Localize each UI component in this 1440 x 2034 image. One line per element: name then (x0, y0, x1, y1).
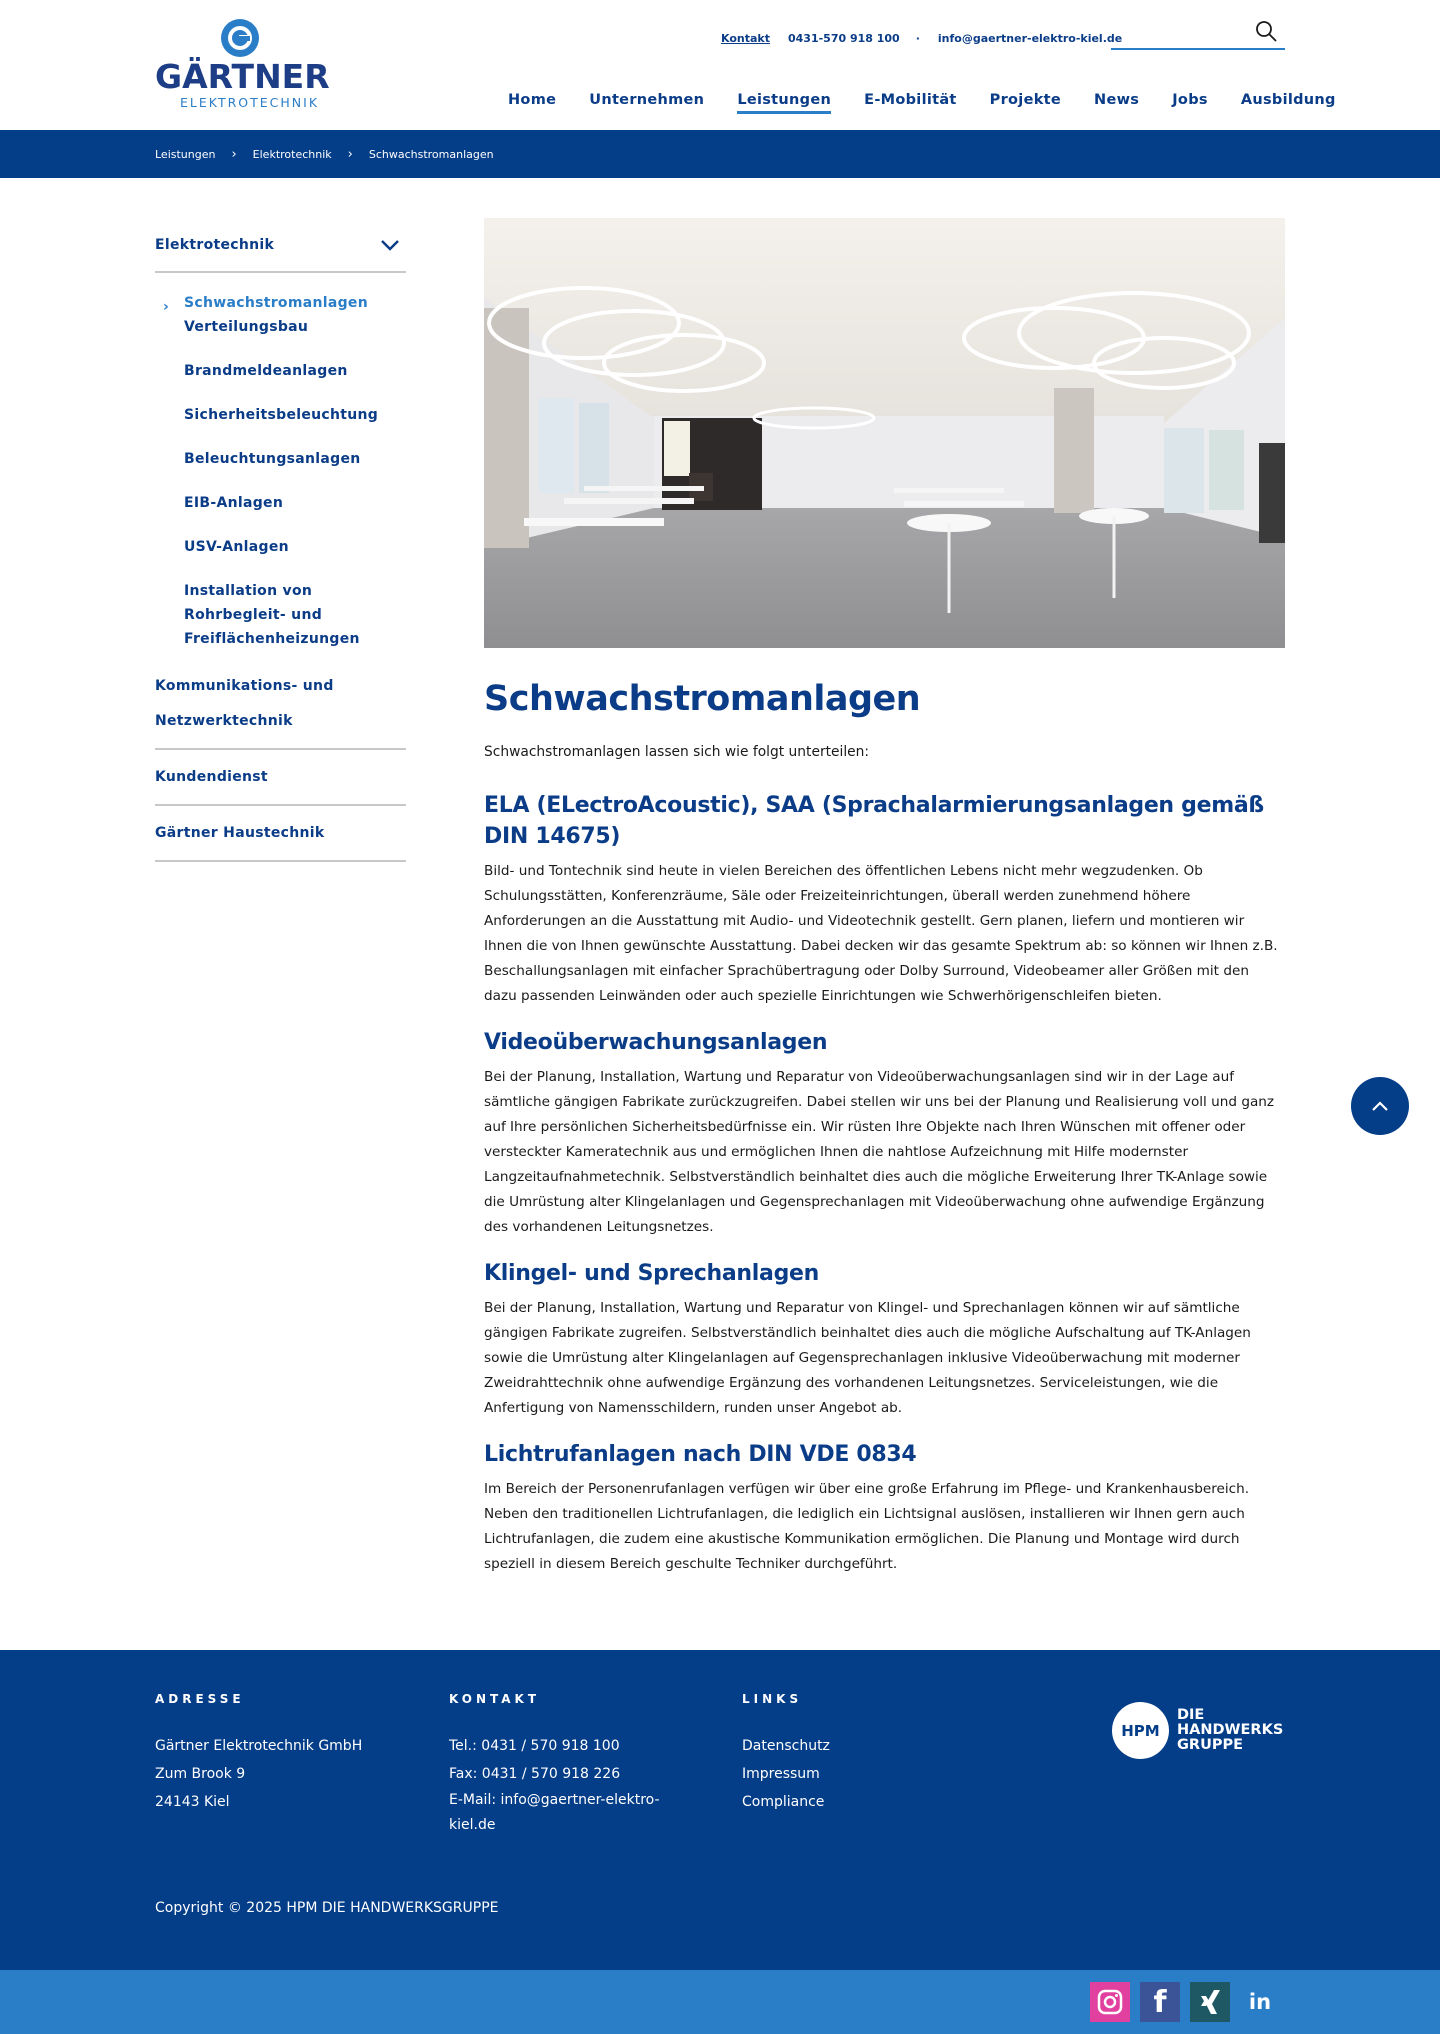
footer-email-link[interactable]: E-Mail: info@gaertner-elektro-kiel.de (449, 1792, 660, 1833)
nav-e-mobilitaet[interactable]: E-Mobilität (864, 92, 957, 108)
hpm-logo-line: GRUPPE (1177, 1737, 1244, 1753)
top-contact-bar (721, 32, 1122, 45)
logo-name: GÄRTNER (155, 57, 330, 96)
section-text: Bei der Planung, Installation, Wartung und Reparatur von Videoüberwachungsanlagen sind wir in der Lage auf sämtliche gängigen Fabrikate zurückzugreifen. Dabei stellen wir uns bei der Planung und Realisierung voll und ganz auf Ihre persönlichen Sicherheitsbedürfnisse ein. Wir rüsten Ihre Objekte nach Ihren Wünschen mit offener oder versteckter Kameratechnik aus und ermöglichen Ihnen die nahtlose Aufzeichnung mit Hilfe modernster Langzeitaufnahmetechnik. Selbstverständlich beinhaltet dies auch die mögliche Erweiterung Ihrer TK-Anlage sowie die Umrüstung alter Klingelanlagen und Gegensprechanlagen mit Videoüberwachung ohne aufwendige Ergänzung des vorhandenen Leitungsnetzes. (484, 1069, 1275, 1235)
footer-fax: Fax: 0431 / 570 918 226 (449, 1766, 621, 1782)
footer (0, 1650, 1440, 1970)
sidebar-item-label-line: Rohrbegleit- und (184, 607, 323, 623)
facebook-icon[interactable]: f (1140, 1982, 1180, 2022)
section-text: Im Bereich der Personenrufanlagen verfügen wir über eine große Erfahrung im Pflege- und Krankenhausbereich. Neben den traditionellen Lichtrufanlagen, die lediglich ein Lichtsignal auslösen, installieren wir Ihnen gern auch Lichtrufanlagen, die zudem eine akustische Kommunikation ermöglichen. Die Planung und Montage wird durch speziell in diesem Bereich geschulte Techniker durchgeführt. (484, 1481, 1250, 1572)
xing-icon[interactable] (1190, 1982, 1230, 2022)
nav-home[interactable]: Home (508, 92, 557, 108)
sidebar-item-gaertner-haustechnik[interactable]: Gärtner Haustechnik (155, 806, 406, 862)
breadcrumb-current: Schwachstromanlagen (368, 147, 494, 161)
sidebar-subitems (155, 273, 406, 651)
sidebar-item-brandmeldeanlagen[interactable]: Brandmeldeanlagen (184, 363, 348, 379)
nav-projekte[interactable]: Projekte (989, 92, 1062, 108)
sidebar-item-label-line: Kommunikations- und (155, 678, 334, 694)
nav-unternehmen[interactable]: Unternehmen (589, 92, 705, 108)
nav-ausbildung[interactable]: Ausbildung (1240, 92, 1336, 108)
search-input[interactable] (1111, 18, 1251, 46)
sidebar-item-usv-anlagen[interactable]: USV-Anlagen (184, 539, 289, 555)
sidebar-item-kundendienst[interactable]: Kundendienst (155, 750, 406, 806)
nav-news[interactable]: News (1094, 92, 1140, 108)
sidebar-item-kommunikation[interactable] (155, 669, 406, 750)
address-line: Gärtner Elektrotechnik GmbH (155, 1738, 363, 1754)
logo-subtitle: ELEKTROTECHNIK (180, 95, 320, 110)
chevron-down-icon[interactable] (380, 239, 400, 251)
chevron-right-icon: › (231, 146, 237, 162)
footer-tel-link[interactable]: Tel.: 0431 / 570 918 100 (449, 1738, 620, 1754)
chevron-right-icon: › (347, 146, 353, 162)
section-ela-saa (484, 790, 1285, 1009)
footer-heading: LINKS (742, 1692, 803, 1706)
sidebar-item-beleuchtungsanlagen[interactable]: Beleuchtungsanlagen (184, 451, 361, 467)
main-nav (508, 92, 1336, 114)
breadcrumb-elektrotechnik[interactable]: Elektrotechnik (252, 147, 332, 161)
kontakt-link[interactable]: Kontakt (721, 32, 770, 45)
sidebar-section-elektrotechnik[interactable] (155, 218, 406, 273)
hpm-logo-text (1177, 1708, 1283, 1753)
footer-link-compliance[interactable]: Compliance (742, 1794, 825, 1810)
section-title: Lichtrufanlagen nach DIN VDE 0834 (484, 1442, 917, 1467)
main-content (484, 218, 1285, 1577)
sidebar (155, 218, 406, 862)
page-title: Schwachstromanlagen (484, 679, 921, 719)
linkedin-icon[interactable]: in (1240, 1982, 1280, 2022)
intro-text: Schwachstromanlagen lassen sich wie folgt unterteilen: (484, 744, 870, 760)
footer-link-impressum[interactable]: Impressum (742, 1766, 820, 1782)
sidebar-item-sicherheitsbeleuchtung[interactable]: Sicherheitsbeleuchtung (184, 407, 379, 423)
sidebar-item-installation-heizungen[interactable] (155, 579, 406, 651)
breadcrumb (0, 130, 1440, 178)
nav-leistungen[interactable]: Leistungen (737, 92, 831, 114)
section-videoueberwachung (484, 1027, 1285, 1240)
section-title: ELA (ELectroAcoustic), SAA (Sprachalarmierungsanlagen gemäß DIN 14675) (484, 793, 1264, 849)
footer-link-datenschutz[interactable]: Datenschutz (742, 1738, 830, 1754)
chevron-up-icon (1371, 1100, 1389, 1112)
phone-link[interactable]: 0431-570 918 100 (787, 32, 900, 45)
section-text: Bei der Planung, Installation, Wartung und Reparatur von Klingel- und Sprechanlagen können wir auf sämtliche gängigen Fabrikate zugreifen. Selbstverständlich beinhaltet dies auch die mögliche Aufschaltung auf TK-Anlagen sowie die Umrüstung alter Klingelanlagen auf Gegensprechanlagen inklusive Videoüberwachung mit moderner Zweidrahttechnik ohne aufwendige Ergänzung des vorhandenen Leitungsnetzes. Serviceleistungen, wie die Anfertigung von Namensschildern, runden unser Angebot ab. (484, 1300, 1251, 1416)
sidebar-item-label-line: Freiflächenheizungen (184, 631, 360, 647)
address-line: 24143 Kiel (155, 1794, 230, 1810)
hpm-logo-line: DIE (1177, 1707, 1205, 1723)
footer-heading: ADRESSE (155, 1692, 245, 1706)
hpm-logo-mark: HPM (1112, 1702, 1169, 1759)
section-text: Bild- und Tontechnik sind heute in vielen Bereichen des öffentlichen Lebens nicht mehr wegzudenken. Ob Schulungsstätten, Konferenzräume, Säle oder Freizeiteinrichtungen, überall werden zunehmend höhere Anforderungen an die Ausstattung mit Audio- und Videotechnik gestellt. Gern planen, liefern und montieren wir Ihnen die von Ihnen gewünschte Ausstattung. Dabei decken wir das gesamte Spektrum ab: so können wir Ihnen z.B. Beschallungsanlagen mit einfacher Sprachübertragung oder Dolby Surround, Videobeamer aller Größen mit den dazu passenden Leinwänden oder auch spezielle Einrichtungen wie Schwerhörigenschleifen bieten. (484, 863, 1278, 1004)
hpm-logo-line: HANDWERKS (1177, 1722, 1284, 1738)
section-title: Klingel- und Sprechanlagen (484, 1261, 820, 1286)
copyright: Copyright © 2025 HPM DIE HANDWERKSGRUPPE (155, 1900, 499, 1916)
address-line: Zum Brook 9 (155, 1766, 246, 1782)
sidebar-item-label-line: Installation von (184, 583, 313, 599)
email-link[interactable]: info@gaertner-elektro-kiel.de (937, 32, 1123, 45)
chevron-right-icon: › (163, 299, 170, 315)
site-header (0, 0, 1440, 130)
footer-address (155, 1692, 362, 1816)
sidebar-item-eib-anlagen[interactable]: EIB-Anlagen (184, 495, 284, 511)
footer-contact (449, 1692, 699, 1838)
logo-g-icon (221, 19, 259, 57)
sidebar-section-label: Elektrotechnik (155, 236, 275, 253)
sidebar-item-schwachstromanlagen[interactable] (155, 295, 368, 315)
nav-jobs[interactable]: Jobs (1172, 92, 1208, 108)
search-box (1111, 18, 1285, 50)
sidebar-item-label: Schwachstromanlagen (184, 295, 368, 311)
search-icon[interactable] (1255, 20, 1277, 42)
conference-room-illustration (484, 218, 1285, 648)
social-bar (0, 1970, 1440, 2034)
sidebar-item-label-line: Netzwerktechnik (155, 713, 293, 729)
hero-image-conference-room (484, 218, 1285, 648)
logo[interactable] (155, 18, 330, 113)
scroll-to-top-button[interactable] (1351, 1077, 1409, 1135)
section-title: Videoüberwachungsanlagen (484, 1030, 828, 1055)
section-klingel-sprechanlagen (484, 1258, 1285, 1421)
footer-heading: KONTAKT (449, 1692, 541, 1706)
hpm-logo[interactable] (1112, 1702, 1283, 1759)
sidebar-item-verteilungsbau[interactable]: Verteilungsbau (184, 319, 309, 335)
breadcrumb-leistungen[interactable]: Leistungen (155, 147, 216, 161)
section-lichtrufanlagen (484, 1439, 1285, 1577)
footer-links (742, 1692, 830, 1816)
separator-dot: · (915, 32, 920, 45)
instagram-icon[interactable] (1090, 1982, 1130, 2022)
